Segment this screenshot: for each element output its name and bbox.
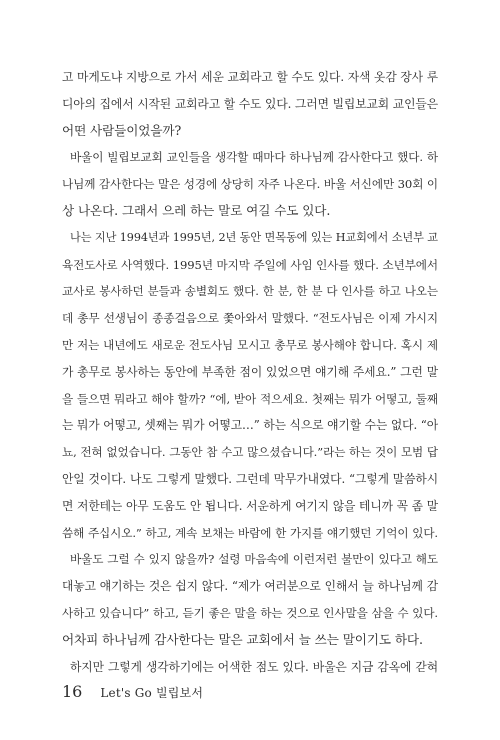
paragraph xyxy=(62,144,438,224)
page-number: 16 xyxy=(62,682,83,701)
running-title: Let's Go 빌립보서 xyxy=(100,686,204,700)
body-text xyxy=(62,64,438,680)
text-line: 교사로 봉사하던 분들과 송별회도 했다. 한 분, 한 분 다 인사를 하고 나오는 xyxy=(62,284,438,299)
text-line: 디아의 집에서 시작된 교회라고 할 수도 있다. 그러면 빌립보교회 교인들은 xyxy=(62,96,438,111)
text-line: 상 나온다. 그래서 으레 하는 말로 여길 수도 있다. xyxy=(62,202,331,218)
paragraph xyxy=(62,64,438,144)
text-line: 안일 것이다. 나도 그렇게 말했다. 그런데 막무가내였다. “그렇게 말씀하시 xyxy=(62,471,438,486)
text-line: 바울도 그럴 수 있지 않을까? 설령 마음속에 이런저런 불만이 있다고 해도 xyxy=(70,552,438,567)
text-line: 면 저한테는 아무 도움도 안 됩니다. 서운하게 여기지 않을 테니까 꼭 좀 말 xyxy=(62,498,438,513)
text-line: 만 저는 내년에도 새로운 전도사님 모시고 총무로 봉사해야 합니다. 혹시 제 xyxy=(62,337,438,352)
text-line: 어떤 사람들이었을까? xyxy=(62,122,182,138)
text-line: 뇨, 전혀 없었습니다. 그동안 참 수고 많으셨습니다.”라는 하는 것이 모범 답 xyxy=(62,445,438,460)
text-line: 을 들으면 뭐라고 해야 할까? “에, 받아 적으세요. 첫째는 뭐가 어떻고, 둘째 xyxy=(62,391,438,406)
text-line: 바울이 빌립보교회 교인들을 생각할 때마다 하나님께 감사한다고 했다. 하 xyxy=(70,150,438,165)
text-line: 고 마게도냐 지방으로 가서 세운 교회라고 할 수도 있다. 자색 옷감 장사 루 xyxy=(62,70,438,84)
paragraph xyxy=(62,546,438,653)
text-line: 대놓고 얘기하는 것은 쉽지 않다. “제가 여러분으로 인해서 늘 하나님께 감 xyxy=(62,579,438,594)
text-line: 육전도사로 사역했다. 1995년 마지막 주일에 사임 인사를 했다. 소년부에서 xyxy=(62,257,438,272)
paragraph xyxy=(62,654,438,681)
paragraph xyxy=(62,225,438,547)
text-line: 씀해 주십시오.” 하고, 계속 보채는 바람에 한 가지를 얘기했던 기억이 있다. xyxy=(62,525,438,540)
page-footer xyxy=(62,682,203,701)
text-line: 나님께 감사한다는 말은 성경에 상당히 자주 나온다. 바울 서신에만 30회 이 xyxy=(62,177,438,192)
text-line: 나는 지난 1994년과 1995년, 2년 동안 면목동에 있는 H교회에서 소년부 교 xyxy=(70,230,438,244)
text-line: 사하고 있습니다” 하고, 듣기 좋은 말을 하는 것으로 인사말을 삼을 수 있다. xyxy=(62,605,438,620)
text-line: 데 총무 선생님이 종종걸음으로 쫓아와서 말했다. “전도사님은 이제 가시지 xyxy=(62,311,438,326)
text-line: 가 총무로 봉사하는 동안에 부족한 점이 있었으면 얘기해 주세요.” 그런 말 xyxy=(62,364,438,379)
text-line: 하지만 그렇게 생각하기에는 어색한 점도 있다. 바울은 지금 감옥에 갇혀 xyxy=(70,659,438,674)
text-line: 는 뭐가 어떻고, 셋째는 뭐가 어떻고…” 하는 식으로 얘기할 수는 없다. “아 xyxy=(62,418,438,433)
text-line: 어차피 하나님께 감사한다는 말은 교회에서 늘 쓰는 말이기도 하다. xyxy=(62,631,423,647)
